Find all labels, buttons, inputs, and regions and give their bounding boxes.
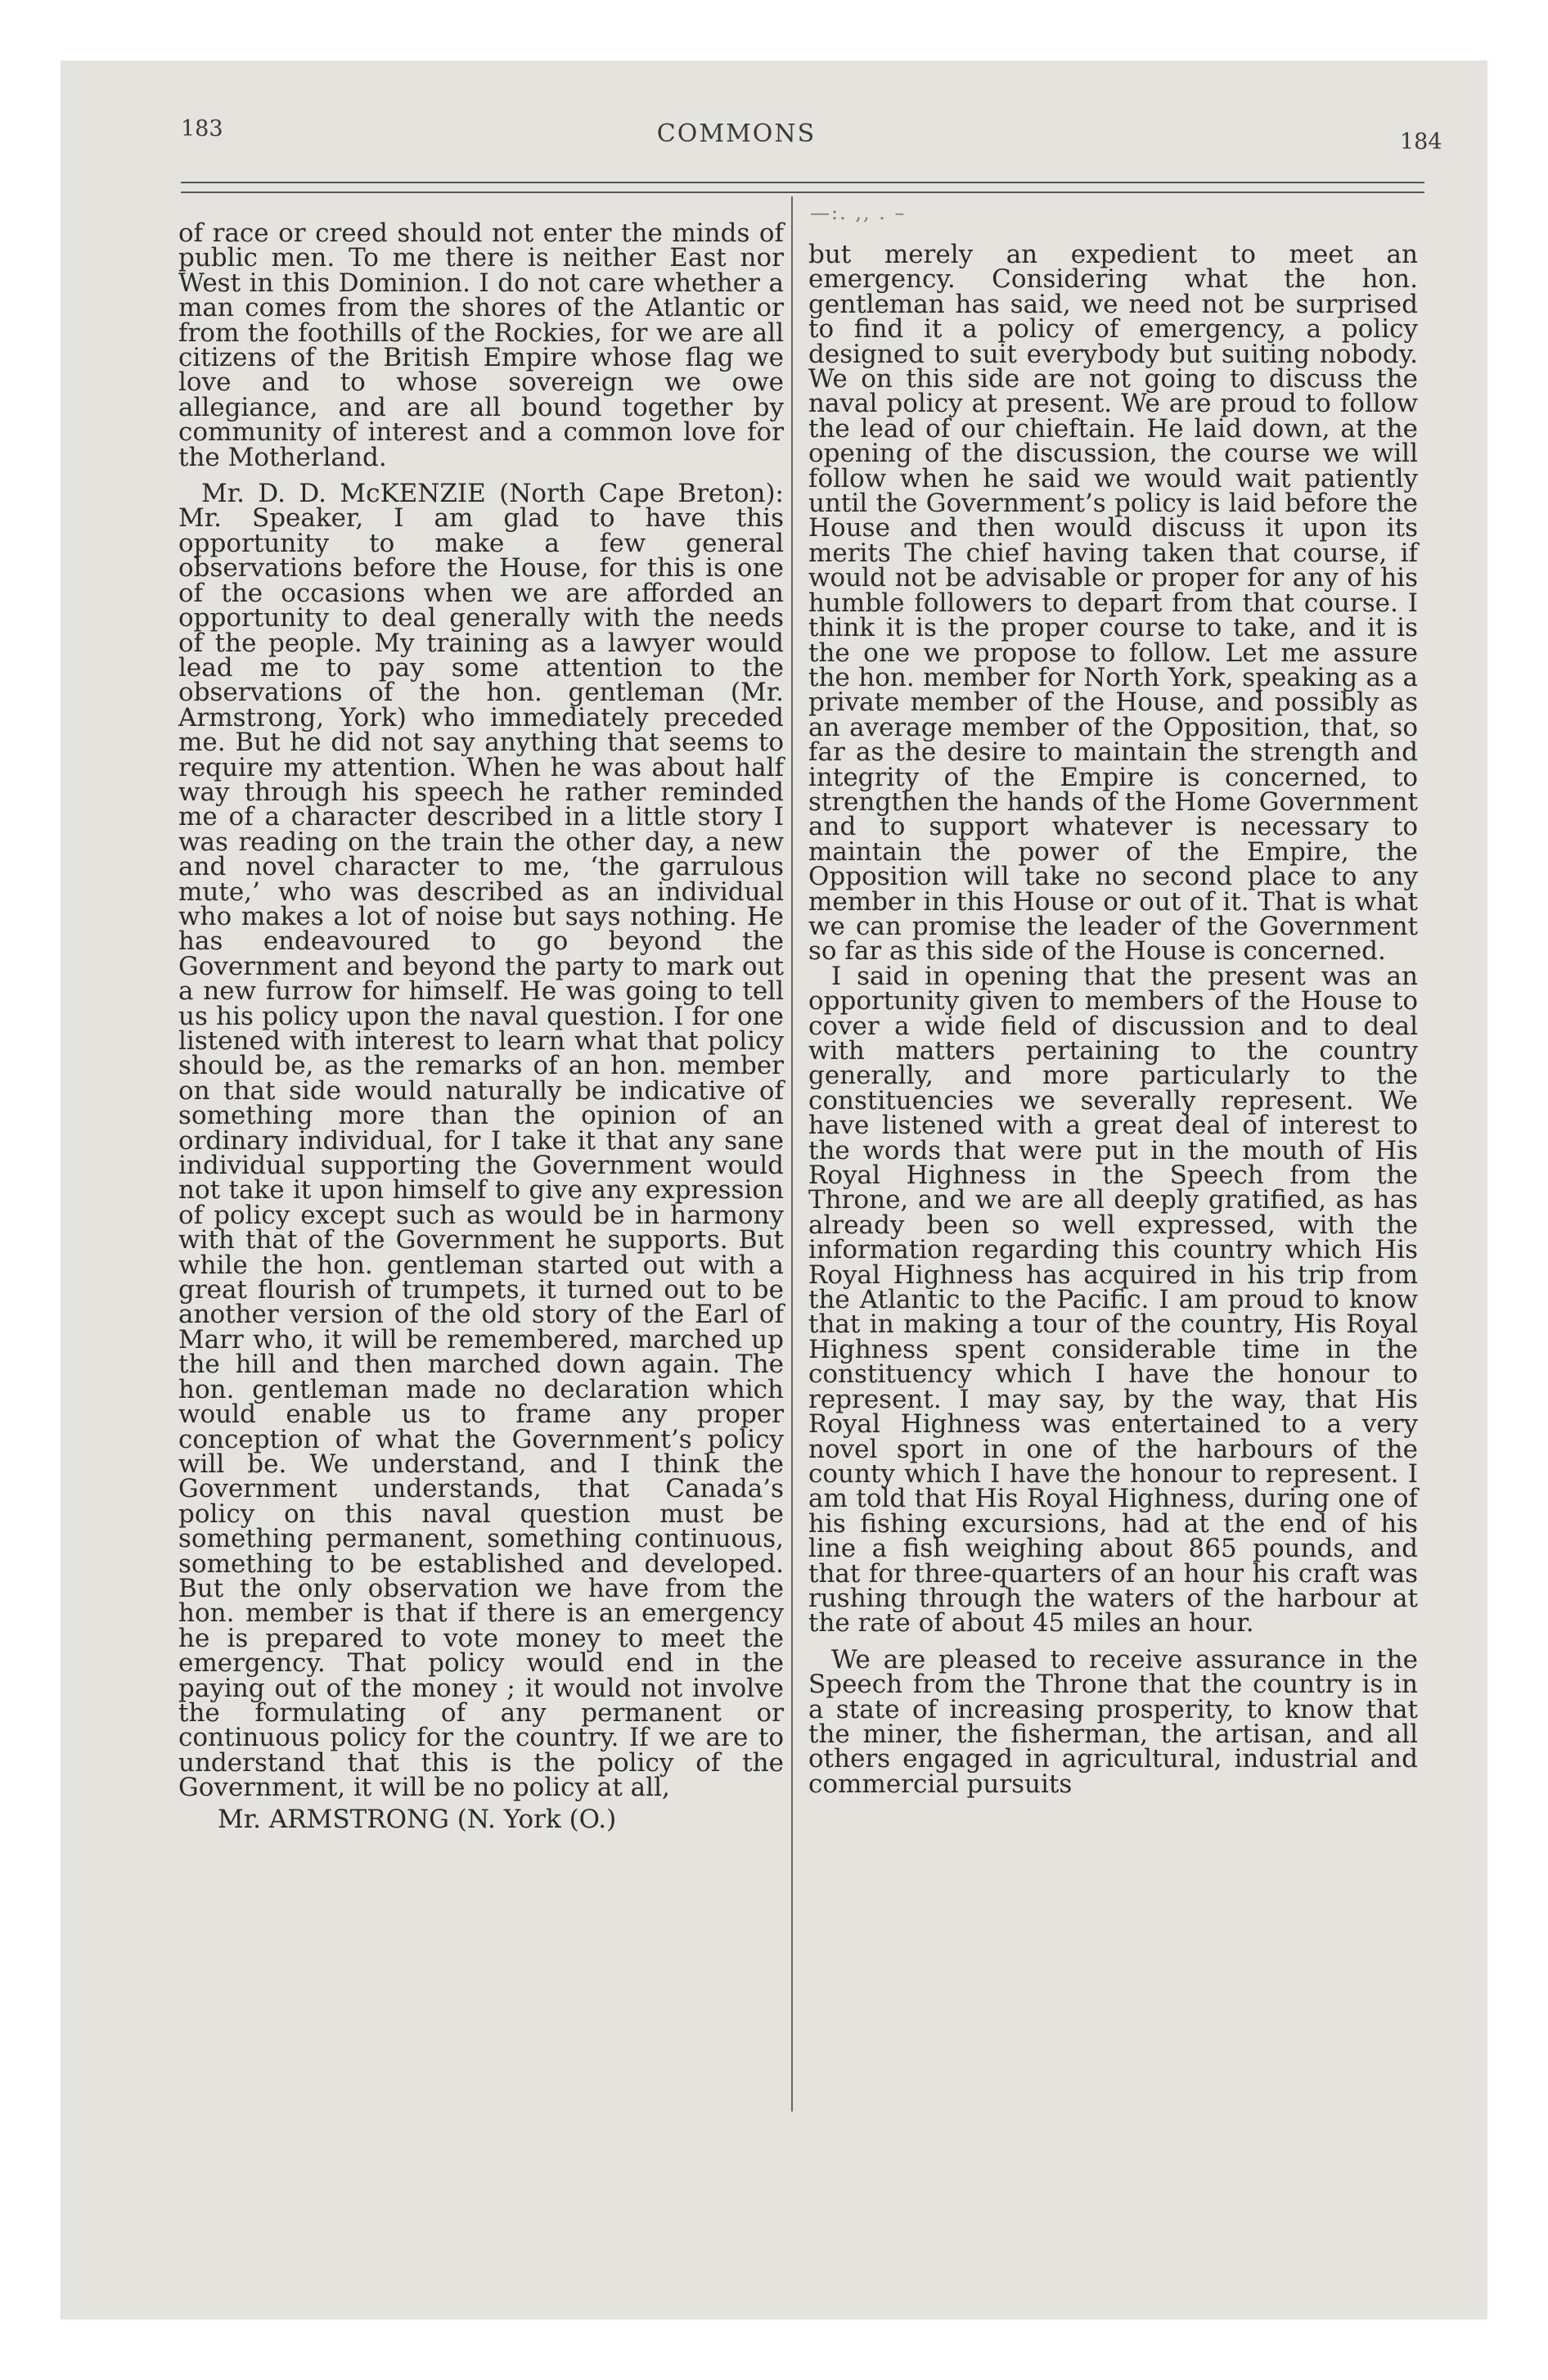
speaker-attribution: Mr. ARMSTRONG (N. York (O.) [218, 1804, 617, 1834]
page-number-right: 184 [1400, 129, 1442, 155]
running-header: COMMONS [656, 119, 817, 148]
left-column [178, 221, 784, 1832]
right-column [808, 240, 1418, 1799]
column-divider [791, 196, 793, 2112]
header-rule-bottom [181, 192, 1424, 193]
paragraph: We are pleased to receive assurance in the Speech from the Throne that the country is in a state of increasing prosperity, to know that the miner, the fisherman, the artisan, and all others engaged in agricultural, industrial and commercial pursuits [808, 1644, 1418, 1799]
page-number-left: 183 [181, 116, 223, 142]
paragraph: of race or creed should not enter the minds of public men. To me there is neither East nor West in this Dominion. I do not care whether a man comes from the shores of the Atlantic or from the foothills of the Rockies, for we are all citizens of the British Empire whose flag we love and to whose sovereign we owe allegiance, and are all bound together by community of interest and a common love for the Motherland. [178, 219, 784, 472]
paragraph: I said in opening that the present was an opportunity given to members of the House to cover a wide field of discussion and to deal with matters pertaining to the country generally, and more particularly to the constituencies we severally represent. We have listened with a great deal of interest to the words that were put in the mouth of His Royal Highness in the Speech from the Throne, and we are all deeply gratified, as has already been so well expressed, with the information regarding this country which His Royal Highness has acquired in his trip from the Atlantic to the Pacific. I am proud to know that in making a tour of the country, His Royal Highness spent considerable time in the constituency which I have the honour to represent. I may say, by the way, that His Royal Highness was entertained to a very novel sport in one of the harbours of the county which I have the honour to represent. I am told that His Royal Highness, during one of his fishing excursions, had at the end of his line a fish weighing about 865 pounds, and that for three-quarters of an hour his craft was rushing through the waters of the harbour at the rate of about 45 miles an hour. [808, 961, 1418, 1639]
header-rule-top [181, 182, 1424, 183]
print-smudge: —:. ,, . – [810, 201, 907, 224]
paragraph: Mr. D. D. McKENZIE (North Cape Breton): Mr. Speaker, I am glad to have this opportunity to make a few general observations before the House, for this is one of the occasions when we are afforded an opportunity to deal generally with the needs of the people. My training as a lawyer would lead me to pay some attention to the observations of the hon. gentleman (Mr. Armstrong, York) who immediately preceded me. But he did not say anything that seems to require my attention. When he was about half way through his speech he rather reminded me of a character described in a little story I was reading on the train the other day, a new and novel character to me, ‘the garrulous mute,’ who was described as an individual who makes a lot of noise but says nothing. He has endeavoured to go beyond the Government and beyond the party to mark out a new furrow for himself. He was going to tell us his policy upon the naval question. I for one listened with interest to learn what that policy should be, as the remarks of an hon. member on that side would naturally be indicative of something more than the opinion of an ordinary individual, for I take it that any sane individual supporting the Government would not take it upon himself to give any expression of policy except such as would be in harmony with that of the Government he supports. But while the hon. gentleman started out with a great flourish of trumpets, it turned out to be another version of the old story of the Earl of Marr who, it will be remembered, marched up the hill and then marched down again. The hon. gentleman made no declaration which would enable us to frame any proper conception of what the Government’s policy will be. We understand, and I think the Government understands, that Canada’s policy on this naval question must be something permanent, something continuous, something to be established and developed. But the only observation we have from the hon. member is that if there is an emergency he is prepared to vote money to meet the emergency. That policy would end in the paying out of the money ; it would not involve the formulating of any permanent or continuous policy for the country. If we are to understand that this is the policy of the Government, it will be no policy at all, [178, 479, 784, 1803]
paragraph: but merely an expedient to meet an emergency. Considering what the hon. gentleman has said, we need not be surprised to find it a policy of emergency, a policy designed to suit everybody but suiting nobody. We on this side are not going to discuss the naval policy at present. We are proud to follow the lead of our chieftain. He laid down, at the opening of the discussion, the course we will follow when he said we would wait patiently until the Government’s policy is laid before the House and then would discuss it upon its merits The chief having taken that course, if would not be advisable or proper for any of his humble followers to depart from that course. I think it is the proper course to take, and it is the one we propose to follow. Let me assure the hon. member for North York, speaking as a private member of the House, and possibly as an average member of the Opposition, that, so far as the desire to maintain the strength and integrity of the Empire is concerned, to strengthen the hands of the Home Government and to support whatever is necessary to maintain the power of the Empire, the Opposition will take no second place to any member in this House or out of it. That is what we can promise the leader of the Government so far as this side of the House is concerned. [808, 240, 1418, 967]
